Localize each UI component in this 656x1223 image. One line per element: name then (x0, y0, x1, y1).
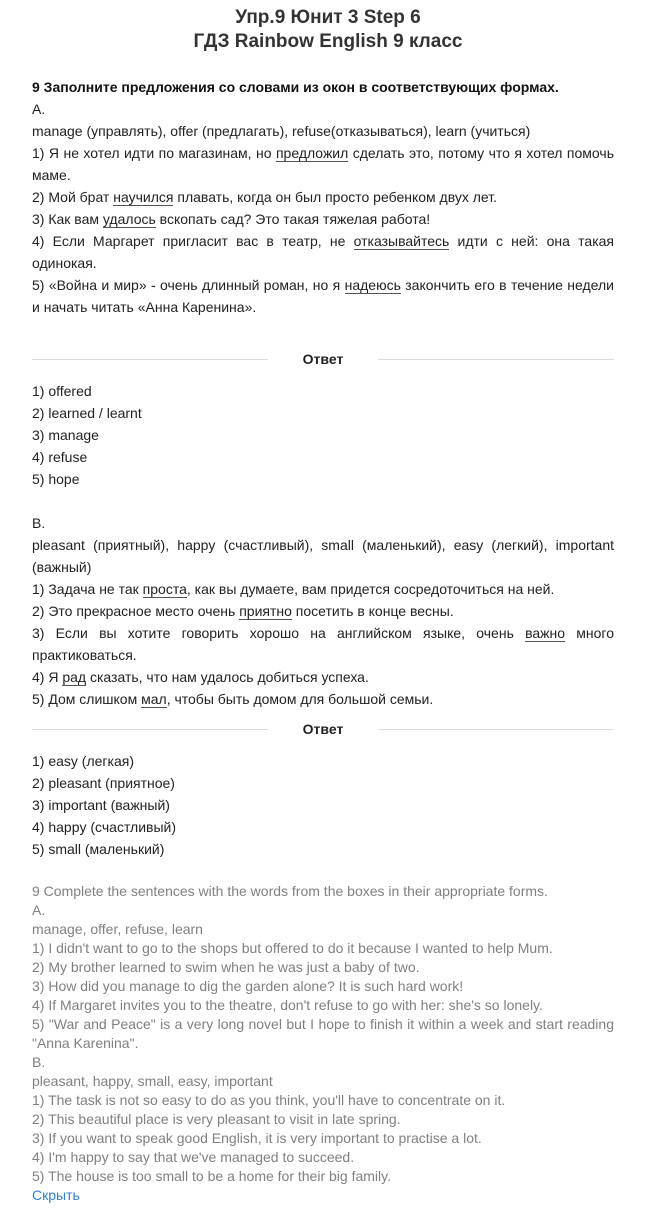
english-line: A. (32, 902, 46, 918)
sentence-text: 4) Я (32, 669, 63, 685)
english-line: 5) "War and Peace" is a very long novel but I hope to finish it within a week and start reading "Anna Karenina". (32, 1016, 614, 1051)
sentence-text: 5) Дом слишком (32, 691, 142, 707)
english-translation (32, 882, 614, 1186)
sentence-text: , как вы думаете, вам придется сосредоточиться на ней. (186, 581, 555, 597)
sentence-a1 (32, 142, 614, 186)
english-line: 1) I didn't want to go to the shops but offered to do it because I wanted to help Mum. (32, 940, 553, 956)
page-title (0, 0, 656, 54)
part-a-label: А. (32, 101, 46, 117)
sentence-text: 3) Если вы хотите говорить хорошо на английском языке, очень (32, 625, 526, 641)
sentence-text: 4) Если Маргарет пригласит вас в театр, не (32, 233, 354, 249)
english-line: 1) The task is not so easy to do as you think, you'll have to concentrate on it. (32, 1092, 506, 1108)
part-a-words: manage (управлять), offer (предлагать), refuse(отказываться), learn (учиться) (32, 123, 531, 139)
answer-word: мал (141, 691, 167, 707)
answer-word: приятно (239, 603, 292, 619)
english-line: 9 Complete the sentences with the words from the boxes in their appropriate forms. (32, 883, 548, 899)
answer-word: предложил (275, 145, 349, 161)
sentence-text: сделать это, потому что я хотел помочь маме. (32, 145, 614, 183)
sentence-text: 1) Я не хотел идти по магазинам, но (32, 145, 276, 161)
sentence-text: 1) Задача не так (32, 581, 143, 597)
content (32, 76, 614, 1205)
answer-heading: Ответ (302, 351, 344, 367)
sentence-b3 (32, 622, 614, 666)
sentence-text: 2) Это прекрасное место очень (32, 603, 240, 619)
english-line: 2) My brother learned to swim when he was just a baby of two. (32, 959, 420, 975)
answer-divider-a (32, 348, 614, 370)
divider-line (378, 729, 614, 730)
sentence-text: сказать, что нам удалось добиться успеха. (86, 669, 369, 685)
sentence-text: 5) «Война и мир» - очень длинный роман, но я (32, 277, 345, 293)
title-line-1: Упр.9 Юнит 3 Step 6 (235, 7, 421, 28)
sentence-text: закончить его в течение недели и начать читать «Анна Каренина». (32, 277, 614, 315)
sentence-b4 (32, 666, 614, 688)
answer-word: отказывайтесь (353, 233, 450, 249)
answer-b2: 2) pleasant (приятное) (32, 775, 175, 791)
sentence-text: посетить в конце весны. (291, 603, 454, 619)
english-line: 5) The house is too small to be a home for their big family. (32, 1168, 391, 1184)
part-b-words: pleasant (приятный), happy (счастливый), small (маленький), easy (легкий), important (важный) (32, 537, 614, 575)
english-line: pleasant, happy, small, easy, important (32, 1073, 273, 1089)
hide-link[interactable]: Скрыть (32, 1187, 80, 1203)
task-heading: 9 Заполните предложения со словами из окон в соответствующих формах. (32, 79, 559, 95)
answer-b1: 1) easy (легкая) (32, 753, 134, 769)
english-line: 4) I'm happy to say that we've managed to succeed. (32, 1149, 355, 1165)
english-line: B. (32, 1054, 46, 1070)
answer-word: удалось (102, 211, 156, 227)
english-line: 3) How did you manage to dig the garden alone? It is such hard work! (32, 978, 464, 994)
sentence-a4 (32, 230, 614, 274)
sentence-a5 (32, 274, 614, 318)
title-line-2: ГДЗ Rainbow English 9 класс (193, 31, 463, 52)
answer-word: важно (525, 625, 566, 641)
english-line: 2) This beautiful place is very pleasant to visit in late spring. (32, 1111, 401, 1127)
answer-a4: 4) refuse (32, 449, 88, 465)
answer-a3: 3) manage (32, 427, 99, 443)
answer-a2: 2) learned / learnt (32, 405, 142, 421)
english-line: 3) If you want to speak good English, it is very important to practise a lot. (32, 1130, 482, 1146)
answer-word: надеюсь (344, 277, 401, 293)
answer-heading: Ответ (302, 721, 344, 737)
sentence-text: 2) Мой брат (32, 189, 114, 205)
answer-word: научился (113, 189, 174, 205)
sentence-b2 (32, 600, 614, 622)
answer-divider-b (32, 718, 614, 740)
english-line: manage, offer, refuse, learn (32, 921, 203, 937)
answer-word: проста (142, 581, 187, 597)
answer-word: рад (62, 669, 87, 685)
answer-b4: 4) happy (счастливый) (32, 819, 177, 835)
divider-line (378, 359, 614, 360)
answer-a1: 1) offered (32, 383, 92, 399)
sentence-a2 (32, 186, 614, 208)
sentence-b1 (32, 578, 614, 600)
sentence-text: 3) Как вам (32, 211, 103, 227)
answer-b3: 3) important (важный) (32, 797, 170, 813)
english-line: 4) If Margaret invites you to the theatre, don't refuse to go with her: she's so lonely. (32, 997, 543, 1013)
sentence-text: вскопать сад? Это такая тяжелая работа! (155, 211, 431, 227)
sentence-text: , чтобы быть домом для большой семьи. (166, 691, 434, 707)
sentence-b5 (32, 688, 614, 710)
answer-a5: 5) hope (32, 471, 80, 487)
sentence-a3 (32, 208, 614, 230)
sentence-text: идти с ней: она такая одинокая. (32, 233, 614, 271)
answer-b5: 5) small (маленький) (32, 841, 165, 857)
part-b-label: B. (32, 515, 46, 531)
sentence-text: много практиковаться. (32, 625, 614, 663)
sentence-text: плавать, когда он был просто ребенком двух лет. (173, 189, 497, 205)
